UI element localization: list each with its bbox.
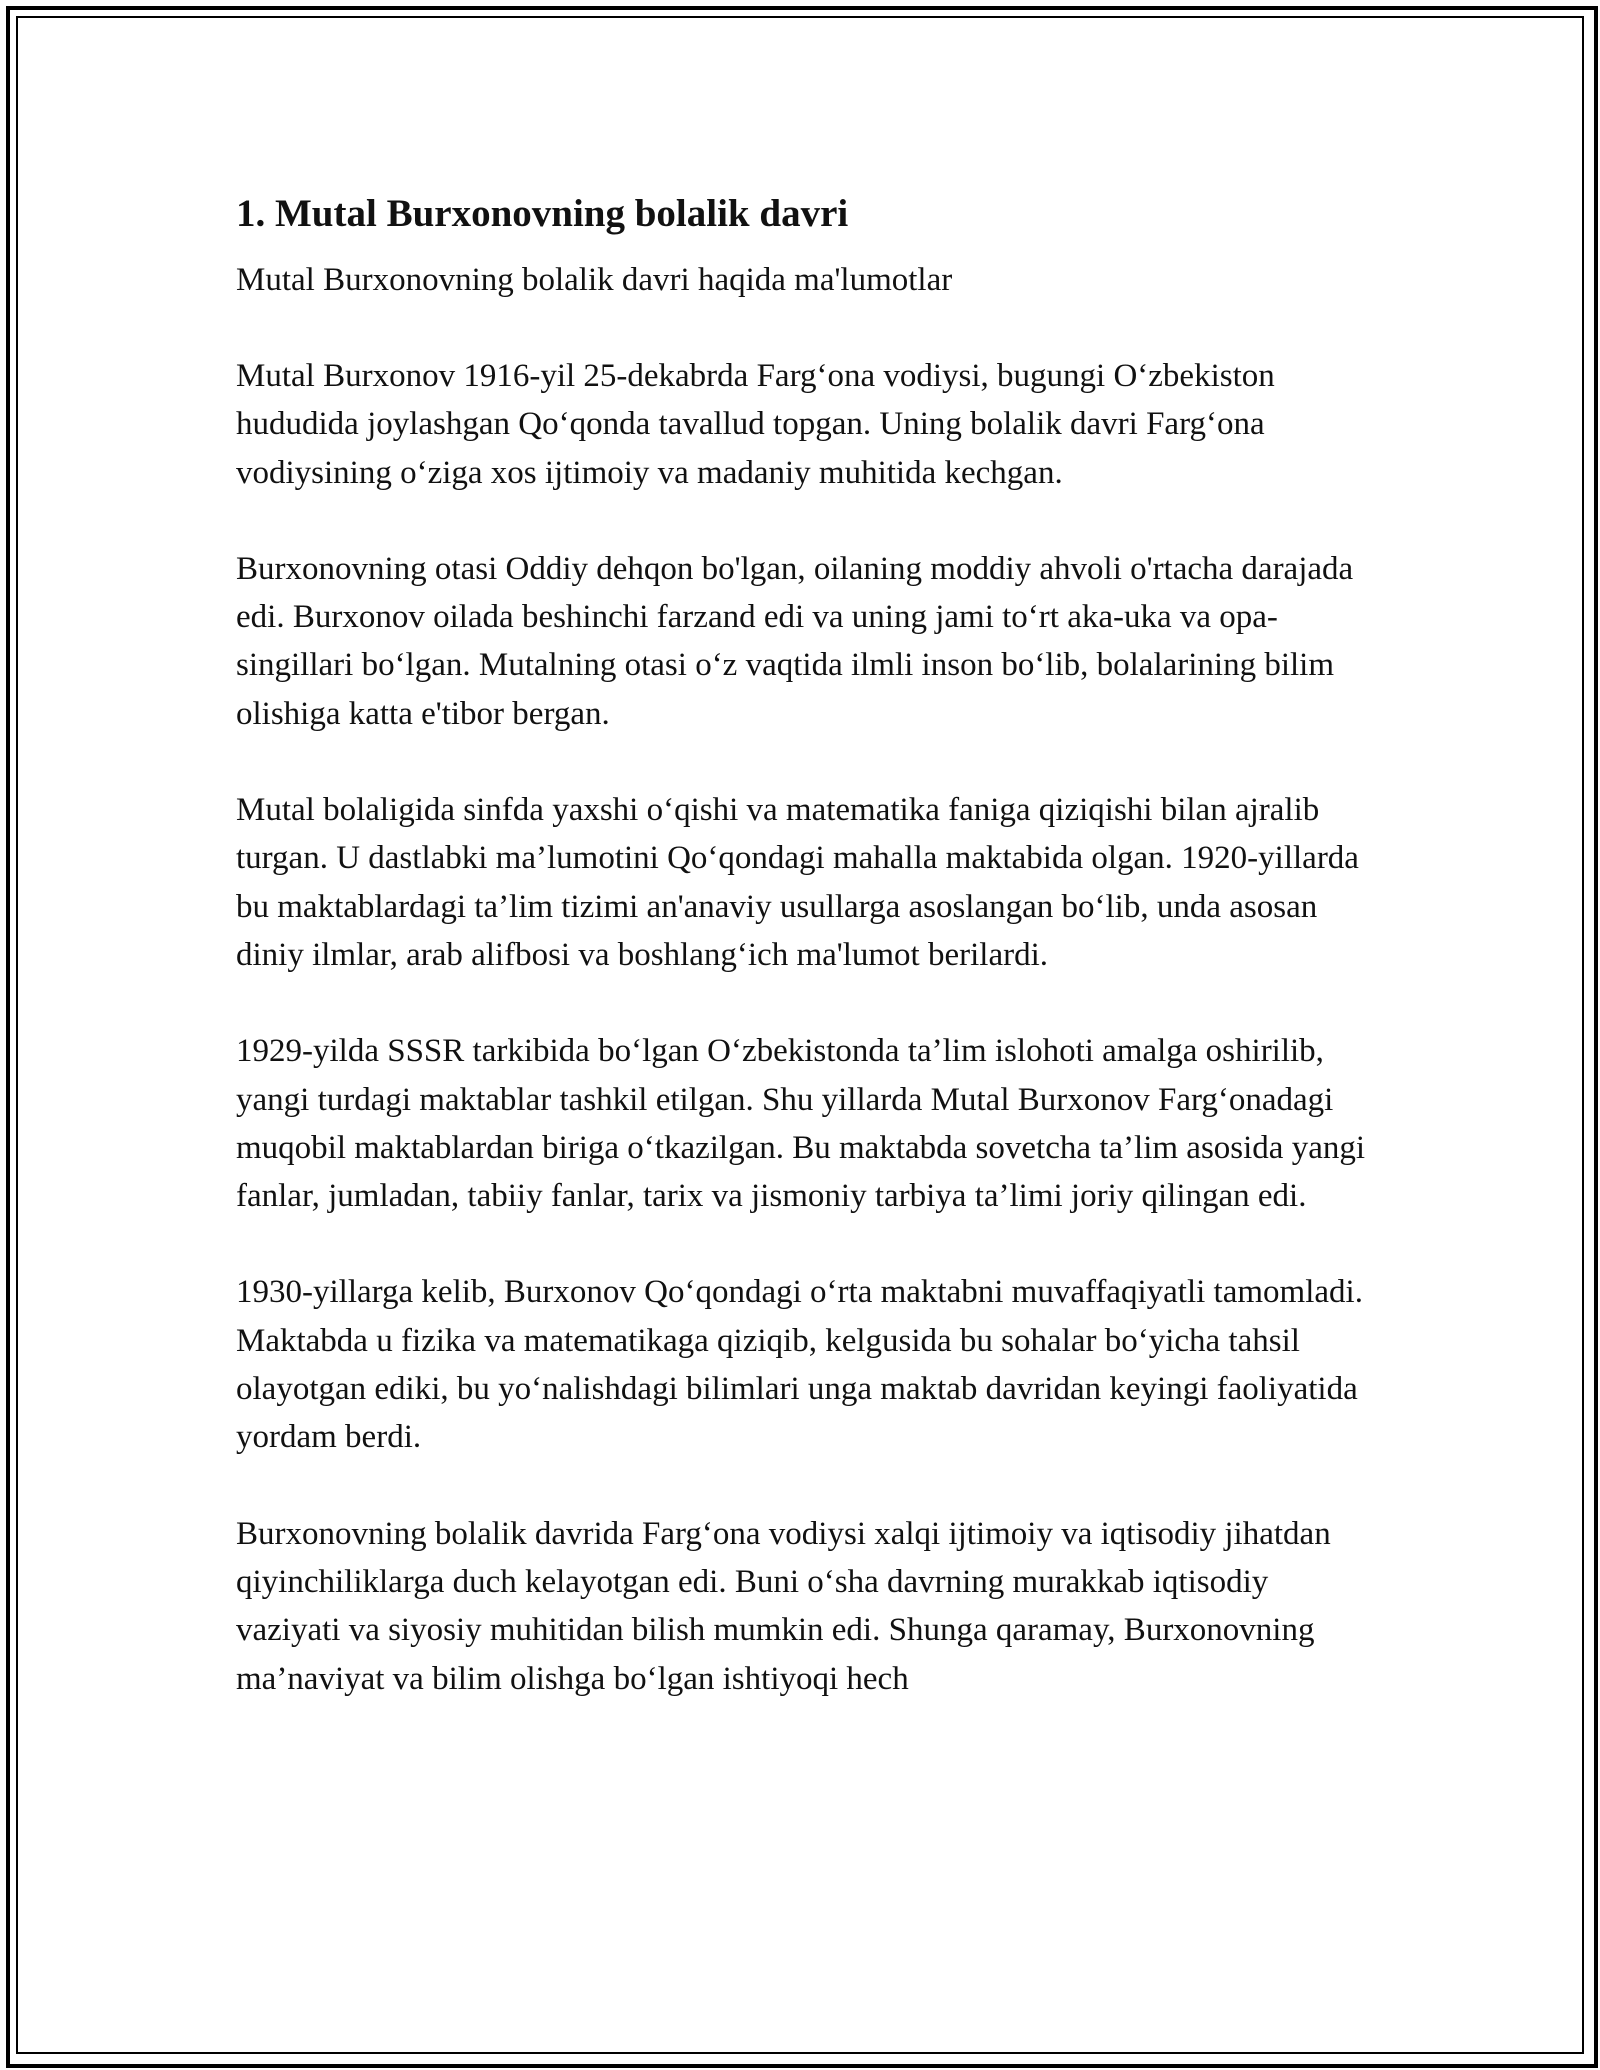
page-title: 1. Mutal Burxonovning bolalik davri — [236, 192, 849, 235]
paragraph-education-reform: 1929-yilda SSSR tarkibida bo‘lgan O‘zbekistonda ta’lim islohoti amalga oshirilib, yangi turdagi maktablar tashkil etilgan. Shu yillarda Mutal Burxonov Farg‘onadagi muqobil maktablardan biriga o‘tkazilgan. Bu maktabda sovetcha ta’lim asosida yangi fanlar, jumladan, tabiiy fanlar, tarix va jismoniy tarbiya ta’limi joriy qilingan edi. — [236, 1033, 1366, 1215]
paragraph-birth: Mutal Burxonov 1916-yil 25-dekabrda Farg‘ona vodiysi, bugungi O‘zbekiston hududida joylashgan Qo‘qonda tavallud topgan. Uning bolalik davri Farg‘ona vodiysining o‘ziga xos ijtimoiy va madaniy muhitida kechgan. — [236, 358, 1275, 491]
document-body — [236, 184, 1376, 1703]
paragraph-graduation: 1930-yillarga kelib, Burxonov Qo‘qondagi o‘rta maktabni muvaffaqiyatli tamomladi. Maktabda u fizika va matematikaga qiziqib, kelgusida bu sohalar bo‘yicha tahsil olayotgan ediki, bu yo‘nalishdagi bilimlari unga maktab davridan keyingi faoliyatida yordam berdi. — [236, 1274, 1363, 1456]
page-subtitle: Mutal Burxonovning bolalik davri haqida ma'lumotlar — [236, 262, 953, 298]
paragraph-early-school: Mutal bolaligida sinfda yaxshi o‘qishi va matematika faniga qiziqishi bilan ajralib turgan. U dastlabki ma’lumotini Qo‘qondagi mahalla maktabida olgan. 1920-yillarda bu maktablardagi ta’lim tizimi an'anaviy usullarga asoslangan bo‘lib, unda asosan diniy ilmlar, arab alifbosi va boshlang‘ich ma'lumot berilardi. — [236, 792, 1359, 973]
paragraph-social-context: Burxonovning bolalik davrida Farg‘ona vodiysi xalqi ijtimoiy va iqtisodiy jihatdan qiyinchiliklarga duch kelayotgan edi. Buni o‘sha davrning murakkab iqtisodiy vaziyati va siyosiy muhitidan bilish mumkin edi. Shunga qaramay, Burxonovning ma’naviyat va bilim olishga bo‘lgan ishtiyoqi hech — [236, 1515, 1331, 1697]
paragraph-family: Burxonovning otasi Oddiy dehqon bo'lgan, oilaning moddiy ahvoli o'rtacha darajada edi. Burxonov oilada beshinchi farzand edi va uning jami to‘rt aka-uka va opa-singillari bo‘lgan. Mutalning otasi o‘z vaqtida ilmli inson bo‘lib, bolalarining bilim olishiga katta e'tibor bergan. — [236, 550, 1354, 732]
